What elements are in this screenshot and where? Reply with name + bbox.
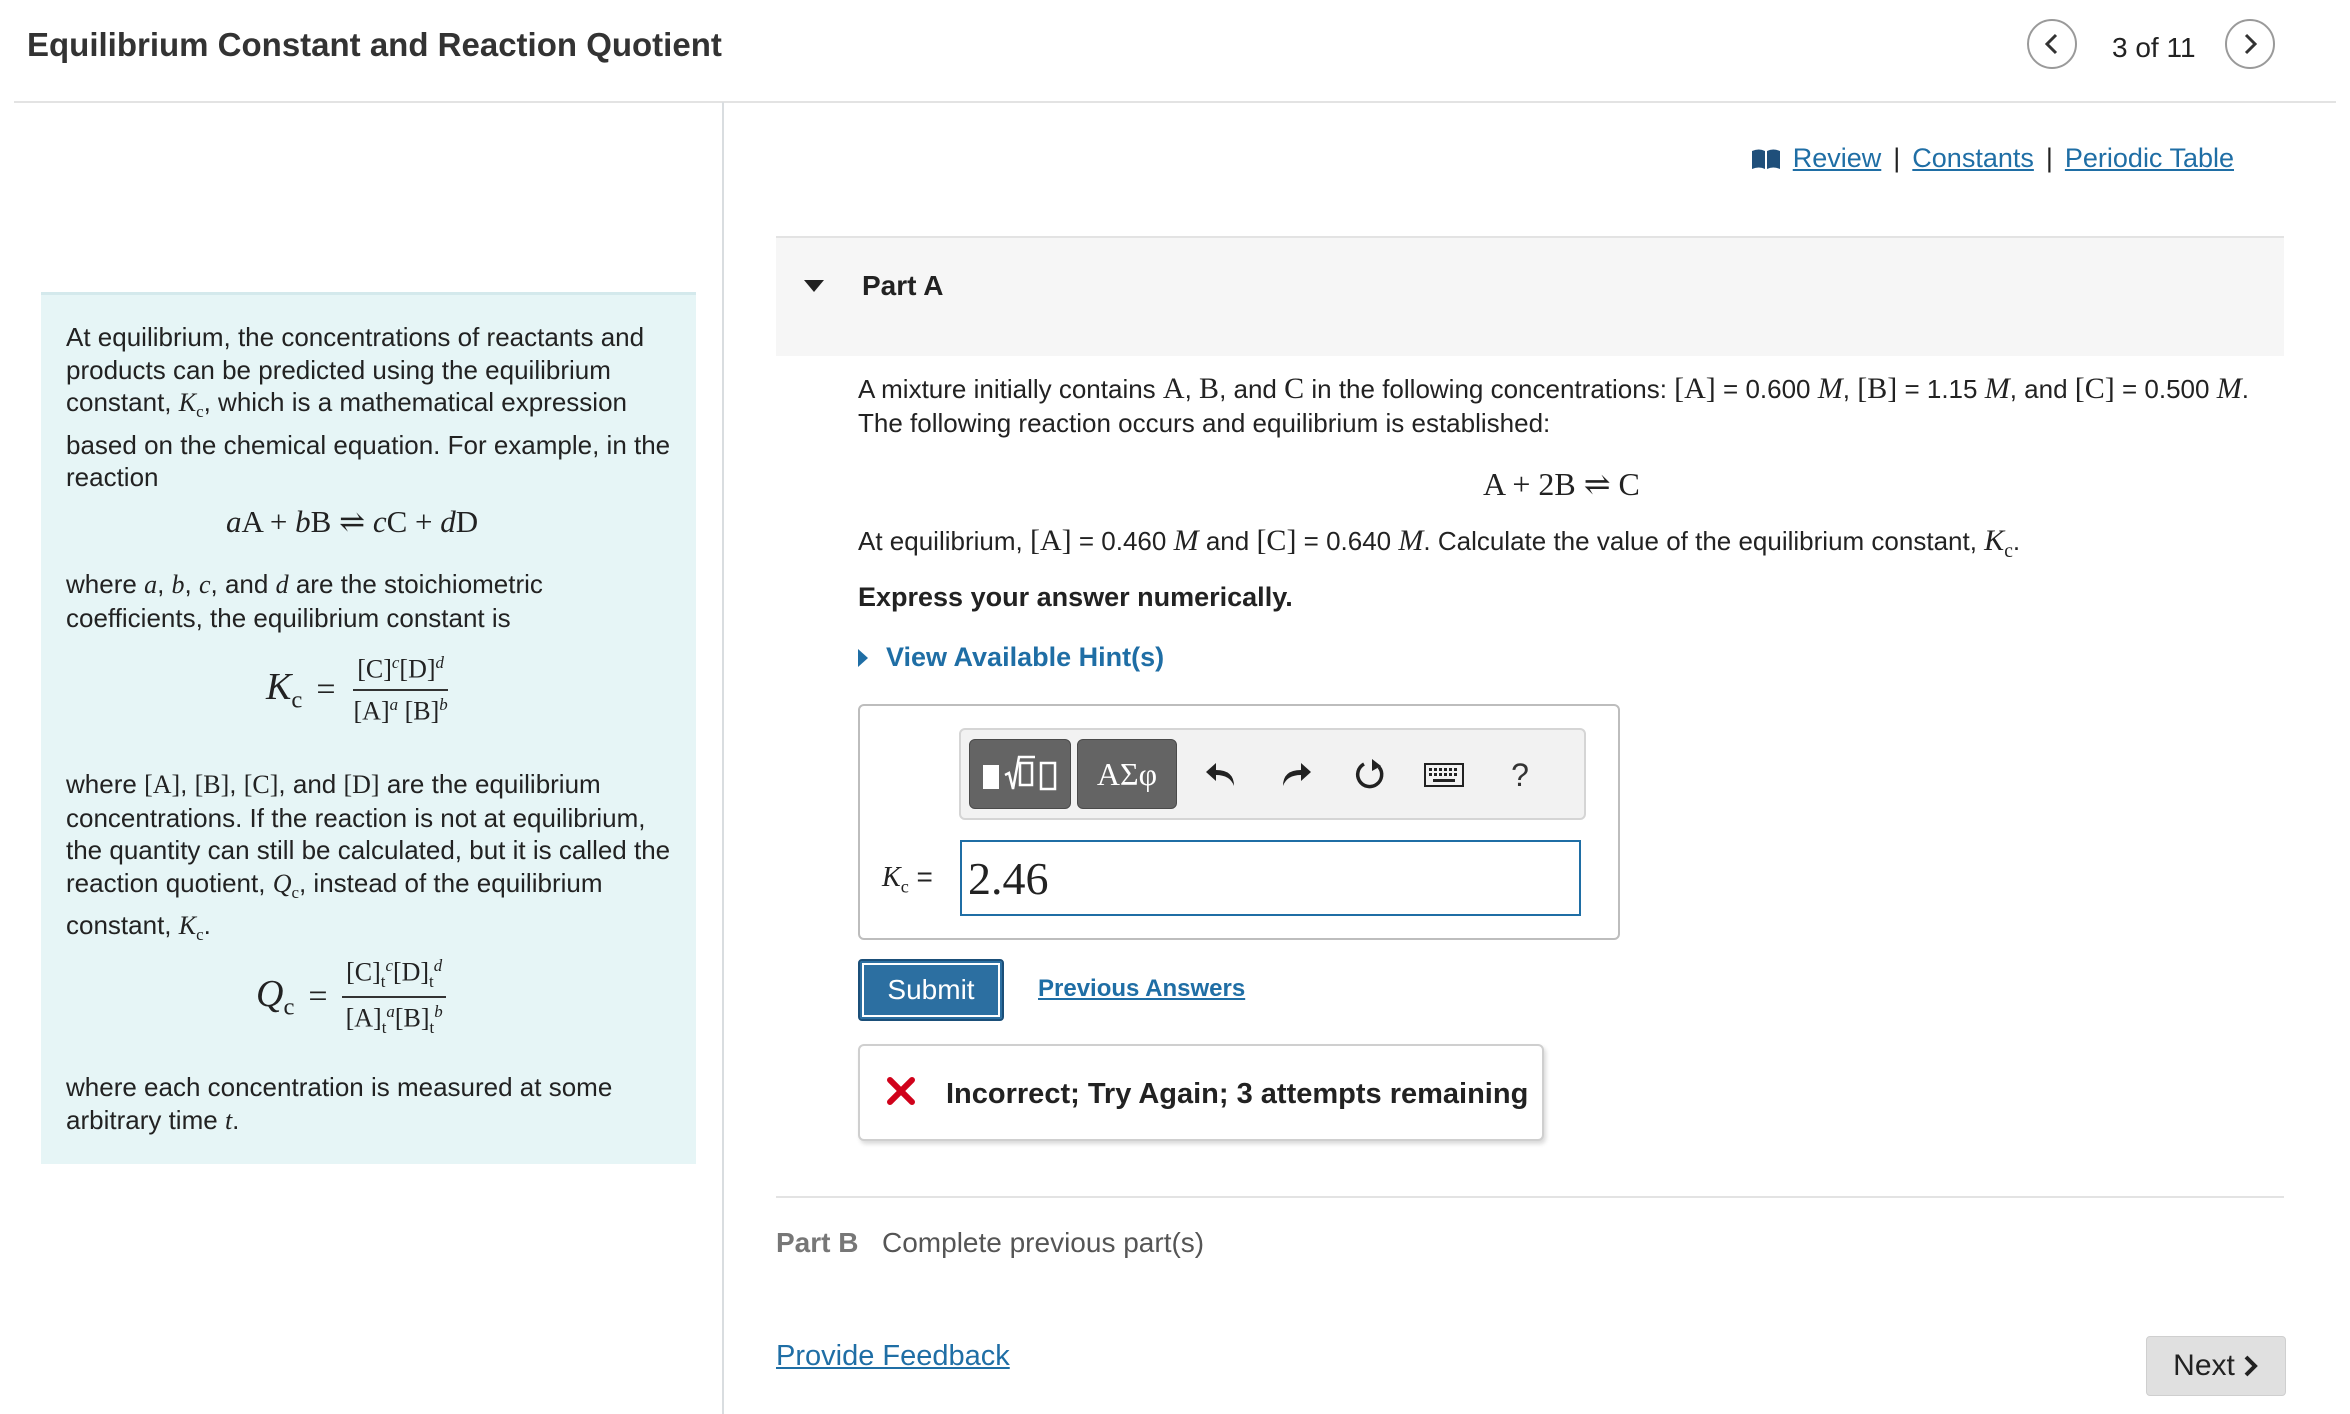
next-label: Next xyxy=(2173,1349,2235,1382)
expand-triangle-icon xyxy=(856,647,870,669)
problem-statement: A mixture initially contains A, B, and C in the following concentrations: [A] = 0.600 M, [B] = 1.15 M, and [C] = 0.500 M. The following reaction occurs and equilibrium is established: xyxy=(858,372,2249,438)
feedback-text: Incorrect; Try Again; 3 attempts remaining xyxy=(946,1078,1529,1110)
kc-answer-label: $K_c$ = xyxy=(882,861,933,897)
collapse-triangle-icon[interactable] xyxy=(802,278,826,294)
intro-paragraph-2: where a, b, c, and d are the stoichiometric coefficients, the equilibrium constant is xyxy=(66,569,543,633)
general-reaction: aA + bB ⇌ cC + dD xyxy=(226,504,479,539)
part-a-label: Part A xyxy=(862,270,944,301)
intro-panel xyxy=(41,292,696,1164)
part-a-header[interactable] xyxy=(776,236,2284,356)
chevron-right-icon xyxy=(2240,32,2260,56)
templates-icon xyxy=(977,751,1063,797)
provide-feedback-link[interactable]: Provide Feedback xyxy=(776,1340,1010,1372)
feedback-message xyxy=(858,1044,1544,1141)
keyboard-icon xyxy=(1424,763,1464,787)
answer-instruction: Express your answer numerically. xyxy=(858,582,1293,612)
reset-icon xyxy=(1352,757,1388,793)
undo-button[interactable] xyxy=(1198,752,1244,798)
keyboard-button[interactable] xyxy=(1421,752,1467,798)
reset-button[interactable] xyxy=(1347,752,1393,798)
periodic-table-link[interactable]: Periodic Table xyxy=(2064,143,2234,173)
panel-divider xyxy=(722,102,724,1414)
constants-link[interactable]: Constants xyxy=(1912,143,2034,173)
page-title: Equilibrium Constant and Reaction Quotient xyxy=(27,26,722,63)
reaction-equation: A + 2B ⇌ C xyxy=(1483,466,1640,502)
help-button[interactable]: ? xyxy=(1511,756,1529,793)
resource-links xyxy=(1751,143,2234,174)
review-link[interactable]: Review xyxy=(1792,143,1882,173)
equilibrium-statement: At equilibrium, [A] = 0.460 M and [C] = 0.640 M. Calculate the value of the equilibrium constant, $K_c$. xyxy=(858,524,2021,562)
intro-paragraph-1: At equilibrium, the concentrations of reactants and products can be predicted using the equilibrium constant, $K_c$, which is a mathematical expression based on the chemical equation. For example, in the reaction xyxy=(66,322,671,493)
previous-answers-link[interactable]: Previous Answers xyxy=(1038,975,1246,1002)
part-b-label: Part B xyxy=(776,1227,859,1258)
error-x-icon xyxy=(886,1076,916,1106)
submit-button[interactable]: Submit xyxy=(858,959,1004,1021)
link-separator: | xyxy=(1893,143,1901,173)
page-counter: 3 of 11 xyxy=(2112,32,2196,63)
greek-symbols-button[interactable]: ΑΣφ xyxy=(1077,739,1177,809)
kc-answer-input[interactable] xyxy=(960,840,1581,916)
kc-expression: $K_c$ = $\frac{[C]^c[D]^d}{[A]^a [B]^b}$ xyxy=(266,653,448,726)
kc-symbol: $K_c$ xyxy=(178,388,204,422)
view-hints-toggle[interactable] xyxy=(856,642,1164,673)
templates-button[interactable] xyxy=(969,739,1071,809)
qc-expression: $Q_c$ = $\frac{[C]_t^c[D]_t^d}{[A]_t^a[B]_t^b}$ xyxy=(256,956,447,1038)
intro-paragraph-4: where each concentration is measured at some arbitrary time t. xyxy=(66,1072,613,1135)
previous-item-button[interactable] xyxy=(2027,19,2077,69)
chevron-left-icon xyxy=(2042,32,2062,56)
chevron-right-icon xyxy=(2243,1354,2259,1378)
book-icon xyxy=(1751,148,1781,170)
intro-paragraph-3: where [A], [B], [C], and [D] are the equilibrium concentrations. If the reaction is not at equilibrium, the quantity can still be calculated, but it is called the reaction quotient, $Q_c$, instead of the equilibrium constant, $K_c$. xyxy=(66,769,671,945)
next-button[interactable] xyxy=(2146,1336,2286,1396)
divider xyxy=(776,1196,2284,1198)
part-b-status: Complete previous part(s) xyxy=(882,1227,1205,1258)
redo-button[interactable] xyxy=(1273,752,1319,798)
answer-box xyxy=(858,704,1620,940)
link-separator: | xyxy=(2045,143,2053,173)
next-item-button[interactable] xyxy=(2225,19,2275,69)
math-toolbar xyxy=(959,728,1586,820)
view-hints-label: View Available Hint(s) xyxy=(886,642,1165,672)
undo-icon xyxy=(1204,760,1238,790)
redo-icon xyxy=(1279,760,1313,790)
